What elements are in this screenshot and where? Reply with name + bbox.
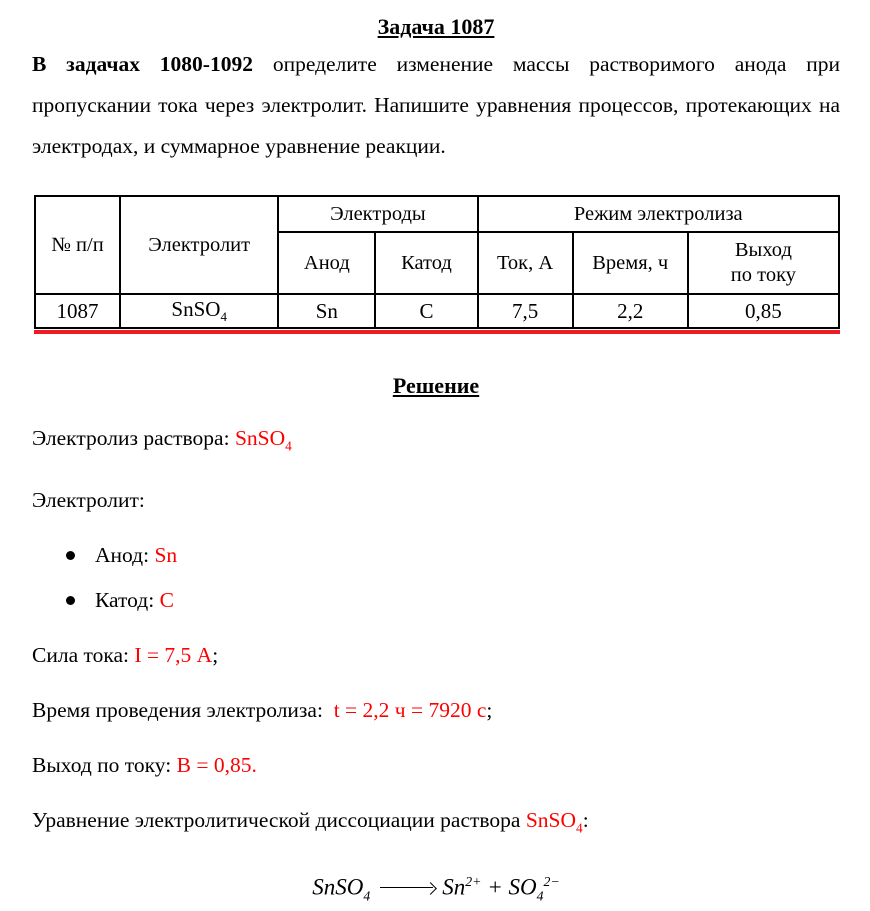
formula-base: SnSO [525, 808, 577, 833]
electrolysis-value [234, 426, 292, 454]
bullet-item-anode [32, 543, 840, 568]
solution-line-electrolyte: Электролит: [32, 488, 145, 513]
punctuation: : [582, 808, 589, 833]
cell-time: 2,2 [573, 294, 688, 328]
punctuation: ; [486, 698, 493, 723]
header-mode: Режим электролиза [478, 196, 839, 232]
header-num: № п/п [35, 196, 120, 294]
equation-lhs-sub: 4 [363, 887, 371, 903]
document-page [0, 12, 870, 903]
time-value: t = 2,2 ч = 7920 с [333, 698, 487, 723]
header-time: Время, ч [573, 232, 688, 294]
problem-table [34, 195, 840, 329]
solution-line-yield [32, 753, 840, 778]
equation-rhs2-sup: 2− [543, 873, 560, 889]
cell-current: 7,5 [478, 294, 573, 328]
solution-line-electrolysis [32, 426, 840, 458]
current-value: I = 7,5 А [134, 643, 213, 668]
label: Электролиз раствора: [32, 426, 235, 450]
bullet-list [32, 543, 840, 613]
label: Уравнение электролитической диссоциации раствора [32, 808, 526, 833]
equation-rhs2-sub: 4 [536, 887, 544, 903]
intro-paragraph [32, 44, 840, 167]
equation-rhs2: SO [508, 874, 537, 900]
label: Выход по току: [32, 753, 177, 778]
page-title: Задача 1087 [377, 14, 495, 39]
header-electrolyte: Электролит [120, 196, 278, 294]
cathode-label: Катод: [95, 588, 160, 613]
cell-anode: Sn [278, 294, 375, 328]
document-content [0, 12, 870, 911]
cell-electrolyte [120, 294, 278, 328]
header-electrodes: Электроды [278, 196, 477, 232]
formula-base: SnSO [234, 426, 286, 450]
header-cathode: Катод [375, 232, 477, 294]
electrolyte-formula: SnSO [171, 296, 221, 321]
header-current: Ток, А [478, 232, 573, 294]
intro-lead: В задачах 1080-1092 [32, 52, 253, 76]
label: Сила тока: [32, 643, 135, 668]
anode-value: Sn [154, 543, 178, 568]
bullet-icon [66, 596, 75, 605]
header-yield-line1: Выход [734, 239, 792, 261]
yield-value: В = 0,85. [176, 753, 257, 778]
header-anode: Анод [278, 232, 375, 294]
cell-cathode: C [375, 294, 477, 328]
label: Время проведения электролиза: [32, 698, 334, 723]
table-row [35, 294, 839, 328]
bullet-text [95, 543, 177, 568]
cell-yield: 0,85 [688, 294, 839, 328]
header-yield [688, 232, 839, 294]
punctuation: ; [212, 643, 219, 668]
solution-line-current [32, 643, 840, 668]
red-divider-rule [34, 330, 840, 334]
dissociation-formula [525, 808, 583, 836]
solution-heading: Решение [392, 373, 480, 398]
bullet-item-cathode [32, 588, 840, 613]
solution-line-dissociation [32, 808, 840, 840]
cell-num: 1087 [35, 294, 120, 328]
formula-subscript: 4 [285, 438, 292, 454]
formula-subscript: 4 [576, 820, 583, 836]
anode-label: Анод: [95, 543, 155, 568]
bullet-icon [66, 551, 75, 560]
bullet-text [95, 588, 174, 613]
cathode-value: C [159, 588, 174, 613]
equation-lhs: SnSO [312, 874, 364, 900]
equation-plus: + [481, 874, 509, 900]
right-arrow-icon [380, 879, 436, 895]
header-yield-line2: по току [730, 264, 796, 286]
equation-rhs1: Sn [442, 874, 466, 900]
intro-text: определите изменение массы растворимого анода при пропускании тока через электролит. Напишите уравнения процессов, протекающих на электродах, и суммарное уравнение реакции. [32, 52, 841, 158]
equation-rhs1-sup: 2+ [465, 873, 482, 889]
solution-line-time [32, 698, 840, 723]
electrolyte-subscript: 4 [220, 309, 227, 325]
dissociation-equation [32, 867, 840, 911]
